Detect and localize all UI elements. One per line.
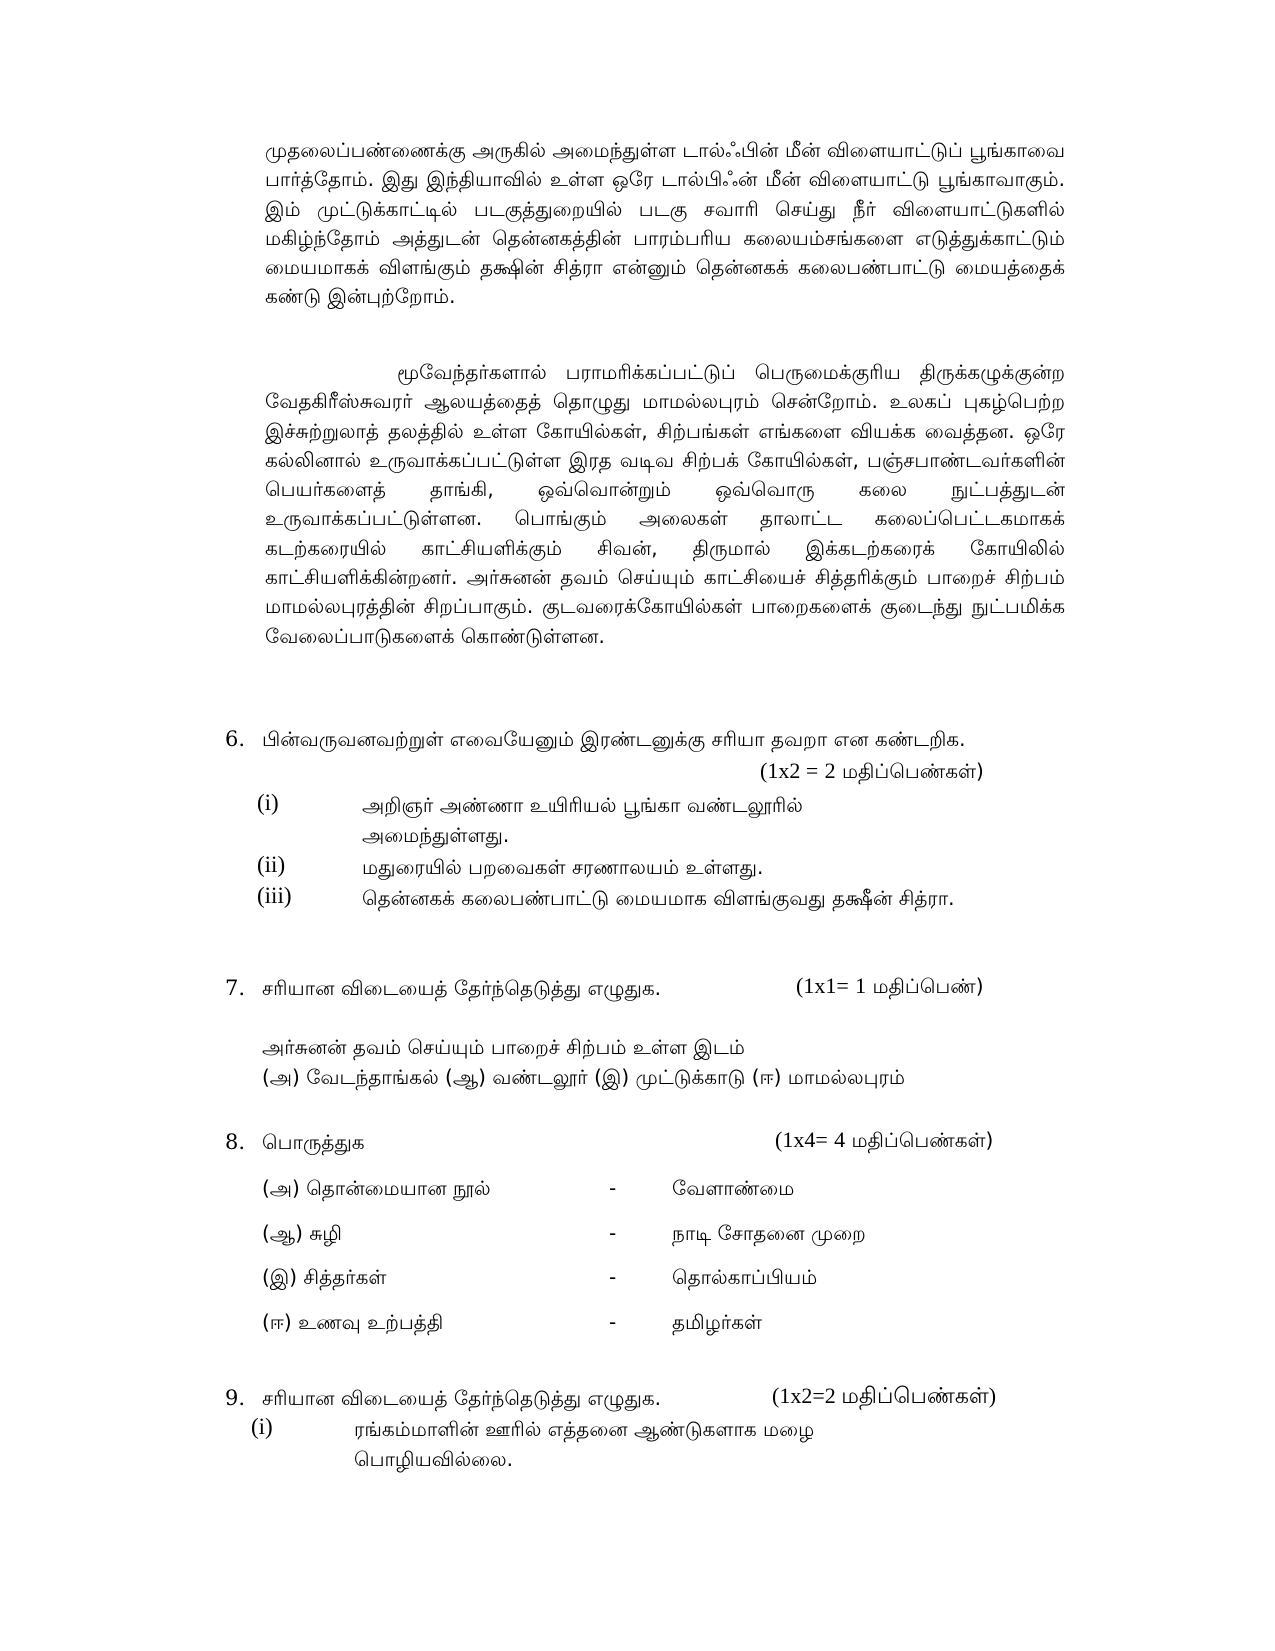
question-6-text: பின்வருவனவற்றுள் எவையேனும் இரண்டனுக்கு சரியா தவறா என கண்டறிக. (262, 727, 966, 751)
question-8-number: 8. (225, 1130, 246, 1154)
match-dash: - (609, 1221, 617, 1245)
question-7-number: 7. (225, 976, 246, 1000)
match-dash: - (609, 1265, 617, 1289)
question-8-marks (775, 1127, 993, 1155)
match-left-4: (ஈ) உணவு உற்பத்தி (262, 1310, 444, 1334)
question-9-text: சரியான விடையைத் தேர்ந்தெடுத்து எழுதுக. (262, 1386, 662, 1410)
paragraph-1-text: முதலைப்பண்ணைக்கு அருகில் அமைந்துள்ள டால்ஃபின் மீன் விளையாட்டுப் பூங்காவை பார்த்தோம். இது இந்தியாவில் உள்ள ஒரே டால்பிஃன் மீன் விளையாட்டு பூங்காவாகும். இம் முட்டுக்காட்டில் படகுத்துறையில் படகு சவாரி செய்து நீர் விளையாட்டுகளில் மகிழ்ந்தோம் அத்துடன் தென்னகத்தின் பாரம்பரிய கலையம்சங்களை எடுத்துக்காட்டும் மையமாகக் விளங்கும் தக்ஷின் சித்ரா என்னும் தென்னகக் கலைபண்பாட்டு மையத்தைக் கண்டு இன்புற்றோம். (265, 138, 1065, 309)
question-6-marks (760, 758, 984, 786)
marks-number: 1 (855, 973, 867, 998)
question-6-item-3: தென்னகக் கலைபண்பாட்டு மையமாக விளங்குவது தக்ஷீன் சித்ரா. (362, 886, 955, 910)
match-left-2: (ஆ) சுழி (262, 1221, 342, 1245)
marks-suffix: மதிப்பெண்) (872, 974, 984, 998)
paragraph-mamallapuram (265, 358, 1065, 651)
question-7-marks (796, 973, 984, 1001)
question-6-item-1: அறிஞர் அண்ணா உயிரியல் பூங்கா வண்டலூரில் அமைந்துள்ளது. (362, 793, 803, 847)
question-8-text: பொருத்துக (262, 1130, 365, 1154)
marks-suffix: மதிப்பெண்கள்) (851, 1128, 994, 1152)
question-9-item-1: ரங்கம்மாளின் ஊரில் எத்தனை ஆண்டுகளாக மழை பொழியவில்லை. (354, 1417, 815, 1471)
item-roman-numeral: (i) (257, 790, 279, 815)
question-7-prompt: அர்சுனன் தவம் செய்யும் பாறைச் சிற்பம் உள்ள இடம் (262, 1035, 745, 1059)
match-right-1: வேளாண்மை (672, 1176, 795, 1200)
question-7-options: (அ) வேடந்தாங்கல் (ஆ) வண்டலூர் (இ) முட்டுக்காடு (ஈ) மாமல்லபுரம் (262, 1065, 905, 1089)
marks-number: 4 (834, 1127, 846, 1152)
question-7-text: சரியான விடையைத் தேர்ந்தெடுத்து எழுதுக. (262, 976, 662, 1000)
match-dash: - (609, 1176, 617, 1200)
match-dash: - (609, 1310, 617, 1334)
marks-prefix: (1x1= (796, 973, 849, 998)
match-right-3: தொல்காப்பியம் (672, 1265, 818, 1289)
match-left-1: (அ) தொன்மையான நூல் (262, 1176, 491, 1200)
question-9-number: 9. (225, 1386, 246, 1410)
paragraph-dolphin-park (265, 136, 1065, 312)
marks-prefix: (1x4= (775, 1127, 828, 1152)
marks-number: 2 (824, 758, 836, 783)
marks-suffix: மதிப்பெண்கள்) (841, 759, 984, 783)
match-left-3: (இ) சித்தர்கள் (262, 1265, 387, 1289)
item-roman-numeral: (i) (251, 1414, 273, 1439)
match-right-4: தமிழர்கள் (672, 1310, 763, 1334)
question-9-marks: (1x2=2 மதிப்பெண்கள்) (772, 1383, 997, 1408)
paragraph-2-text: மூவேந்தர்களால் பராமரிக்கப்பட்டுப் பெருமைக்குரிய திருக்கழுக்குன்ற வேதகிரீஸ்சுவரர் ஆலயத்தைத் தொழுது மாமல்லபுரம் சென்றோம். உலகப் புகழ்பெற்ற இச்சுற்றுலாத் தலத்தில் உள்ள கோயில்கள், சிற்பங்கள் எங்களை வியக்க வைத்தன. ஒரே கல்லினால் உருவாக்கப்பட்டுள்ள இரத வடிவ சிற்பக் கோயில்கள், பஞ்சபாண்டவர்களின் பெயர்களைத் தாங்கி, ஒவ்வொன்றும் ஒவ்வொரு கலை நுட்பத்துடன் உருவாக்கப்பட்டுள்ளன. பொங்கும் அலைகள் தாலாட்ட கலைப்பெட்டகமாகக் கடற்கரையில் காட்சியளிக்கும் சிவன், திருமால் இக்கடற்கரைக் கோயிலில் காட்சியளிக்கின்றனர். அர்சுனன் தவம் செய்யும் காட்சியைச் சித்தரிக்கும் பாறைச் சிற்பம் மாமல்லபுரத்தின் சிறப்பாகும். குடவரைக்கோயில்கள் பாறைகளைக் குடைந்து நுட்பமிக்க வேலைப்பாடுகளைக் கொண்டுள்ளன. (265, 360, 1065, 648)
question-6-number: 6. (225, 727, 246, 751)
item-roman-numeral: (iii) (257, 883, 292, 908)
match-right-2: நாடி சோதனை முறை (672, 1221, 866, 1245)
marks-prefix: (1x2 = (760, 758, 819, 783)
question-6-item-2: மதுரையில் பறவைகள் சரணாலயம் உள்ளது. (362, 855, 764, 879)
item-roman-numeral: (ii) (257, 852, 286, 877)
